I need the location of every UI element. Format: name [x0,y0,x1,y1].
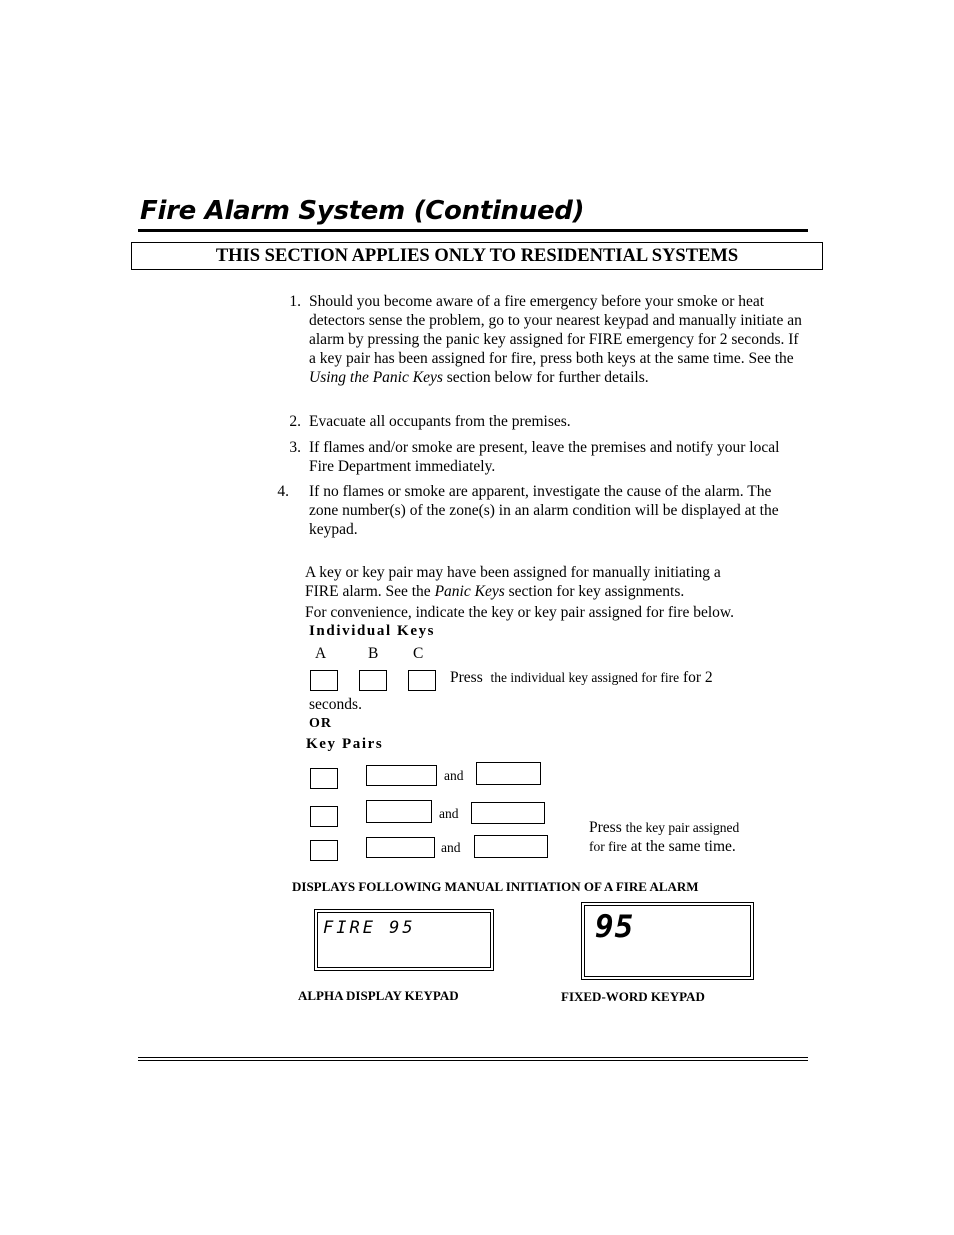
footer-rule-bottom [138,1060,808,1061]
pair-2-first-key-box[interactable] [366,800,432,823]
fixed-display-text: 95 [595,909,635,945]
pair-3-second-key-box[interactable] [474,835,548,858]
displays-heading: DISPLAYS FOLLOWING MANUAL INITIATION OF A FIRE ALARM [292,879,699,894]
step-number: 4. [277,483,289,500]
step-number: 2. [289,413,301,430]
step-text: If no flames or smoke are apparent, investigate the cause of the alarm. The zone number(s) of the zone(s) in an alarm condition will be displayed at the keypad. [309,483,779,538]
step-text: Should you become aware of a fire emergency before your smoke or heat detectors sense the problem, go to your nearest keypad and manually initiate an alarm by pressing the panic key assigned for FIRE emergency for 2 seconds. If a key pair has been assigned for fire, press both keys at the same time. See the Using the Panic Keys section below for further details. [309,293,802,386]
assign-line-1: A key or key pair may have been assigned for manually initiating a [305,564,721,581]
pair-press-line-1: Press the key pair assigned [589,819,740,836]
step-text: Evacuate all occupants from the premises. [309,413,571,430]
pair-3-first-key-box[interactable] [366,837,435,858]
assign-line-3: For convenience, indicate the key or key pair assigned for fire below. [305,604,734,621]
section-banner: THIS SECTION APPLIES ONLY TO RESIDENTIAL SYSTEMS [131,242,823,270]
pair-press-line-2: for fire at the same time. [589,838,736,855]
fixed-keypad-caption: FIXED-WORD KEYPAD [561,989,705,1004]
step-text: If flames and/or smoke are present, leave the premises and notify your local Fire Department immediately. [309,439,780,475]
step-number: 3. [289,439,301,456]
key-label-b: B [368,645,379,662]
pair-2-and-label: and [439,806,459,821]
pair-2-second-key-box[interactable] [471,802,545,824]
alpha-display-text: FIRE 95 [323,918,416,938]
pair-1-first-key-box[interactable] [366,765,437,786]
individual-keys-heading: Individual Keys [309,623,436,639]
key-c-entry-box[interactable] [408,670,436,691]
alpha-keypad-display [314,909,494,971]
pair-2-panic-box[interactable] [310,806,338,827]
key-pairs-heading: Key Pairs [306,736,384,752]
individual-press-text: Press the individual key assigned for fire for 2 [450,669,713,686]
fixed-word-keypad-display [581,902,754,980]
alpha-keypad-caption: ALPHA DISPLAY KEYPAD [298,988,459,1003]
key-b-entry-box[interactable] [359,670,387,691]
pair-3-and-label: and [441,840,461,855]
pair-1-second-key-box[interactable] [476,762,541,785]
pair-3-panic-box[interactable] [310,840,338,861]
page-title: Fire Alarm System (Continued) [140,196,585,226]
key-a-entry-box[interactable] [310,670,338,691]
footer-rule-top [138,1057,808,1058]
title-rule [138,229,808,232]
pair-1-panic-box[interactable] [310,768,338,789]
pair-1-and-label: and [444,768,464,783]
assign-line-2: FIRE alarm. See the Panic Keys section for key assignments. [305,583,685,600]
step-number: 1. [289,293,301,310]
seconds-text: seconds. [309,696,362,713]
or-label: OR [309,716,332,731]
key-label-a: A [315,645,327,662]
key-label-c: C [413,645,424,662]
